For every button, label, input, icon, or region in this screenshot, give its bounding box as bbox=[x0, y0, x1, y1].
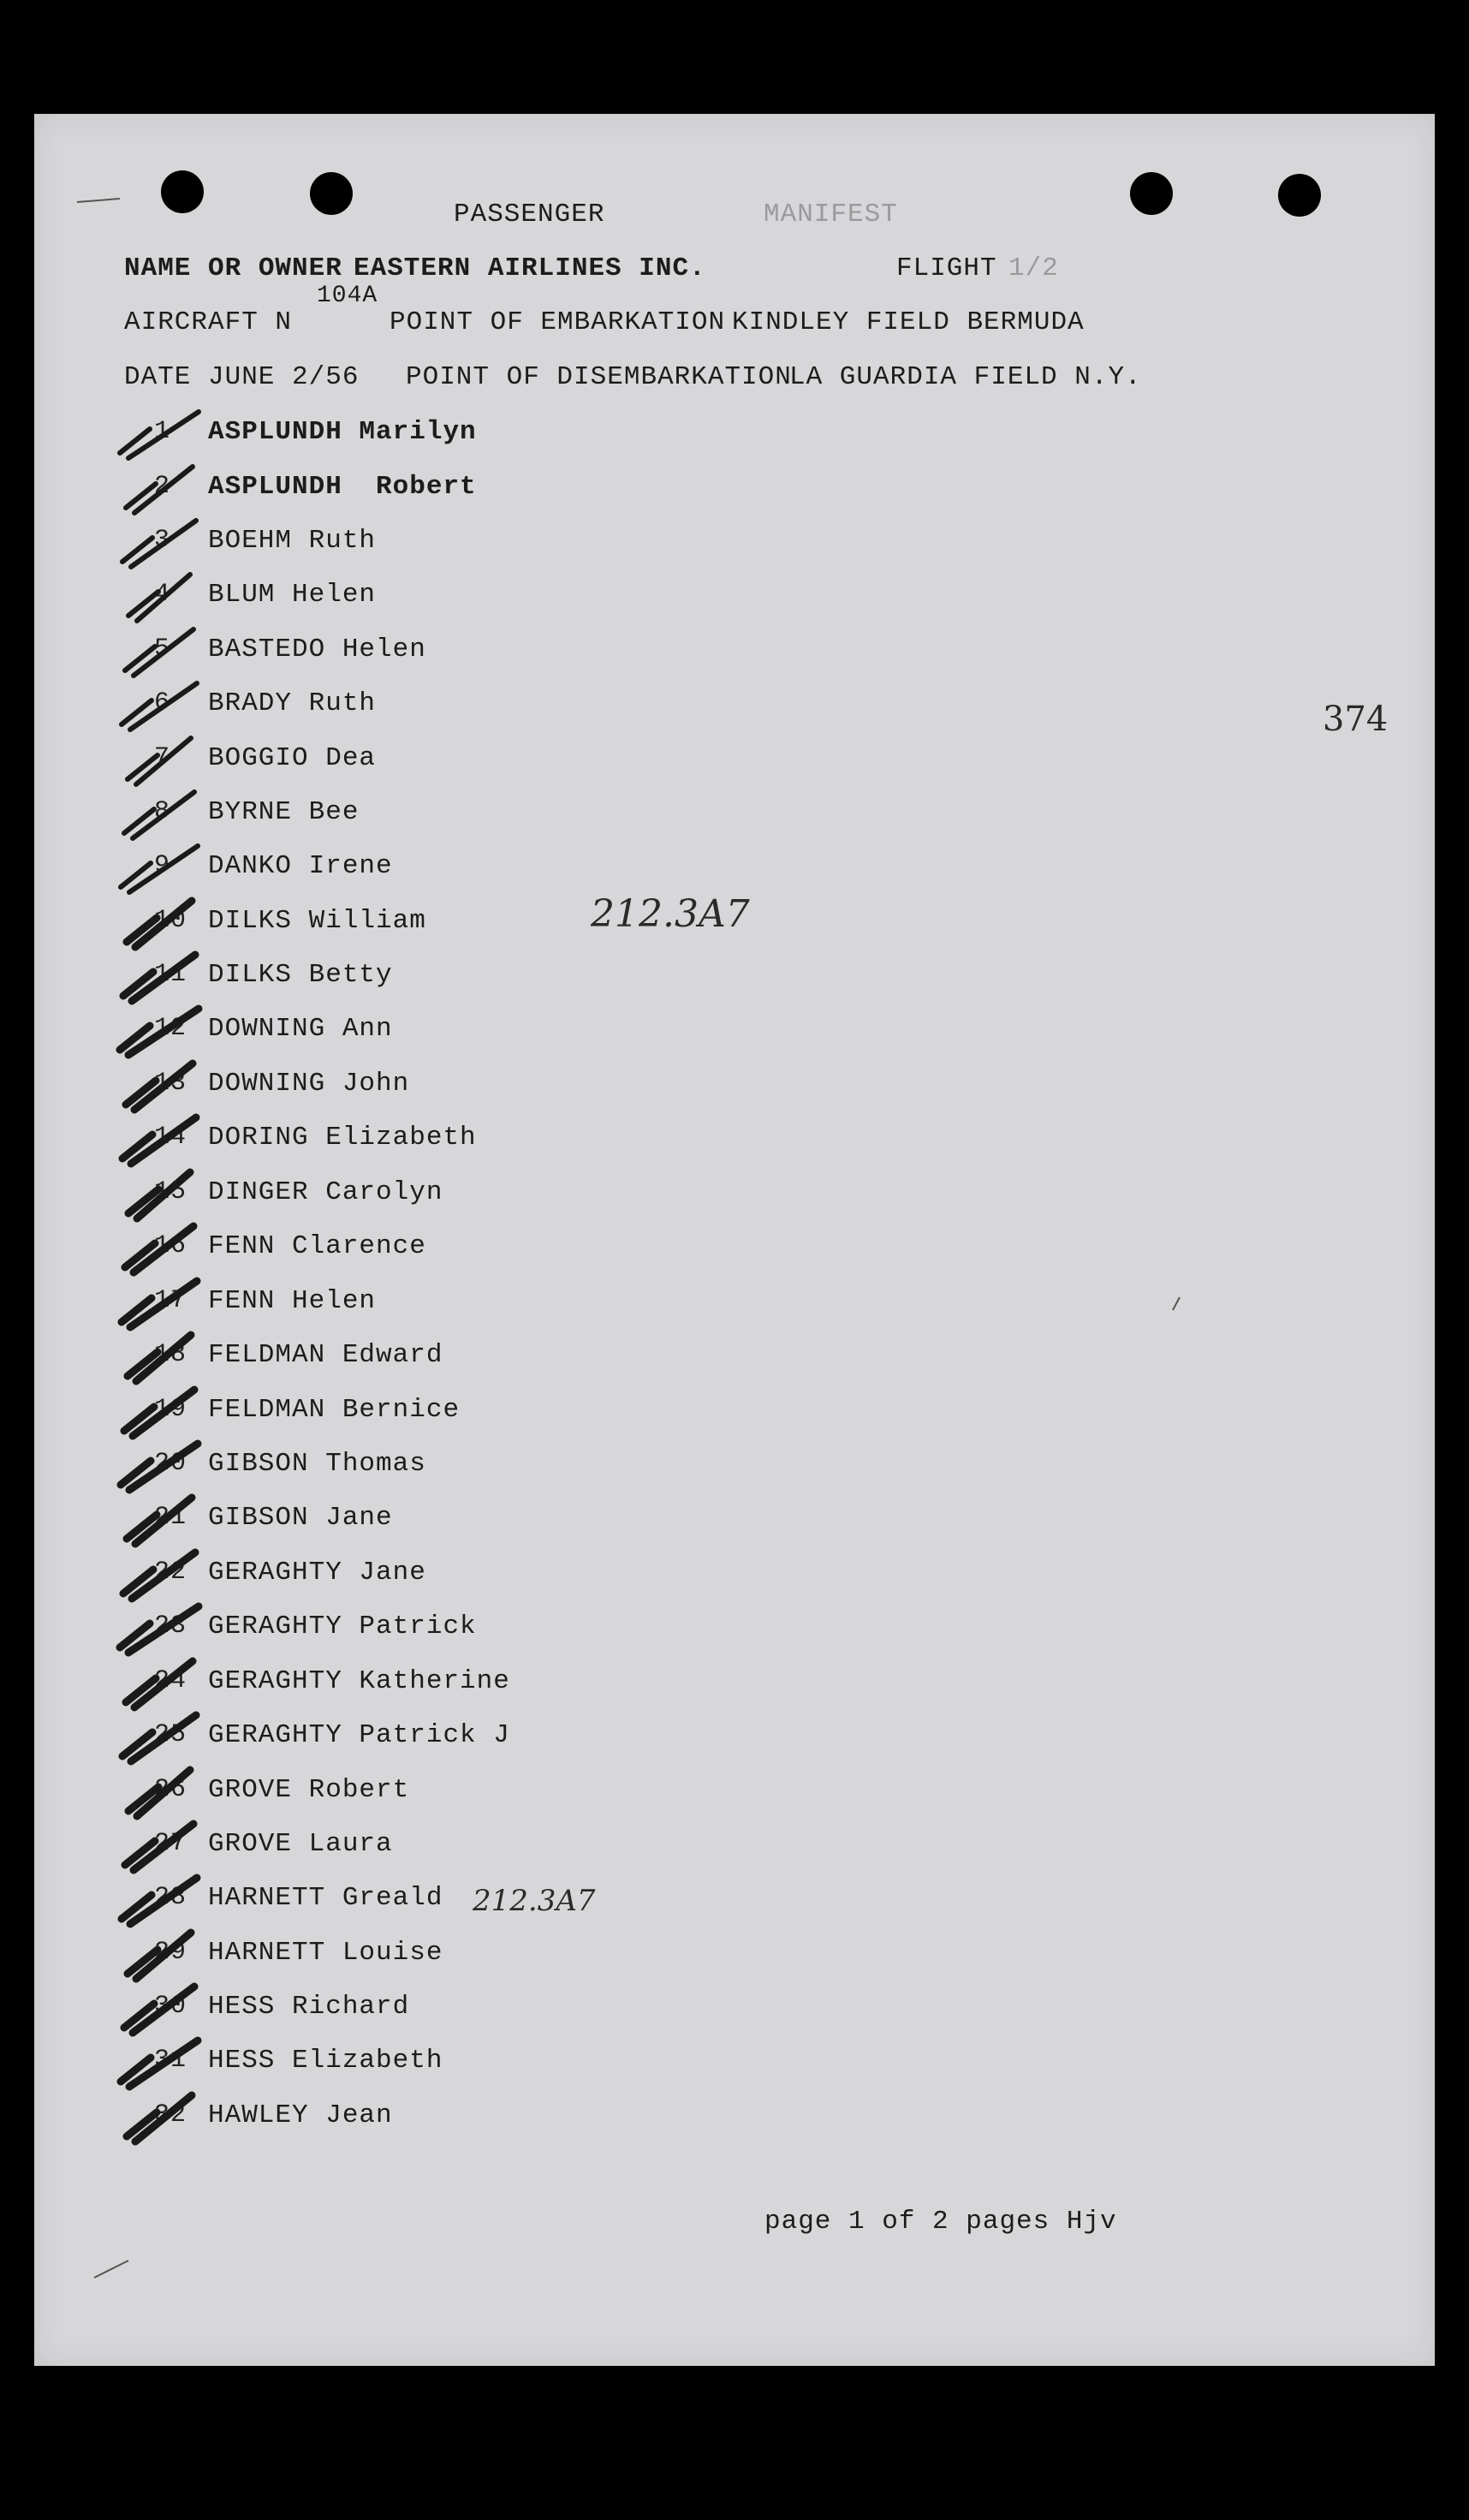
check-mark bbox=[128, 738, 191, 784]
row-number: 30 bbox=[154, 1992, 187, 2021]
passenger-name: DANKO Irene bbox=[208, 851, 393, 881]
passenger-name: HESS Richard bbox=[208, 1992, 410, 2022]
passenger-name: DOWNING John bbox=[208, 1069, 410, 1099]
passenger-name: FELDMAN Bernice bbox=[208, 1395, 461, 1425]
check-mark bbox=[126, 1661, 193, 1707]
disembarkation-value: LA GUARDIA FIELD N.Y. bbox=[789, 362, 1142, 392]
check-mark bbox=[127, 2095, 192, 2142]
check-mark bbox=[122, 1117, 196, 1164]
check-mark bbox=[121, 846, 198, 892]
passenger-name: GERAGHTY Katherine bbox=[208, 1666, 510, 1696]
row-number: 3 bbox=[154, 526, 171, 555]
check-mark bbox=[124, 1987, 194, 2033]
check-mark bbox=[125, 1226, 193, 1272]
owner-value: EASTERN AIRLINES INC. bbox=[354, 253, 706, 283]
check-mark bbox=[122, 683, 197, 730]
row-number: 32 bbox=[154, 2100, 187, 2130]
row-number: 2 bbox=[154, 472, 171, 501]
check-mark bbox=[128, 1933, 191, 1979]
check-mark bbox=[125, 1824, 193, 1870]
check-mark bbox=[127, 1498, 192, 1544]
passenger-name: ASPLUNDH Robert bbox=[208, 472, 477, 502]
passenger-name: DILKS William bbox=[208, 906, 426, 936]
passenger-name: GIBSON Jane bbox=[208, 1503, 393, 1533]
row-number: 20 bbox=[154, 1449, 187, 1478]
title-manifest: MANIFEST bbox=[764, 200, 898, 229]
check-mark bbox=[120, 412, 199, 458]
row-number: 12 bbox=[154, 1014, 187, 1043]
passenger-name: GERAGHTY Patrick bbox=[208, 1611, 477, 1641]
passenger-name: BRADY Ruth bbox=[208, 688, 377, 718]
check-mark bbox=[127, 901, 192, 947]
passenger-name: HARNETT Greald bbox=[208, 1883, 443, 1913]
row-number: 7 bbox=[154, 743, 171, 772]
date-label: DATE bbox=[124, 362, 192, 392]
row-number: 22 bbox=[154, 1558, 187, 1587]
check-mark bbox=[124, 792, 194, 838]
aircraft-value: 104A bbox=[317, 283, 378, 309]
row-number: 31 bbox=[154, 2046, 187, 2075]
check-mark bbox=[120, 1009, 199, 1055]
passenger-name: GERAGHTY Jane bbox=[208, 1558, 426, 1588]
passenger-name: FENN Clarence bbox=[208, 1231, 426, 1261]
check-mark bbox=[124, 1390, 194, 1436]
row-number: 6 bbox=[154, 688, 171, 718]
row-number: 18 bbox=[154, 1340, 187, 1369]
passenger-name: BOGGIO Dea bbox=[208, 743, 377, 773]
passenger-name: FENN Helen bbox=[208, 1286, 377, 1316]
disembarkation-label: POINT OF DISEMBARKATION bbox=[406, 362, 792, 392]
passenger-name: GROVE Robert bbox=[208, 1775, 410, 1805]
check-mark bbox=[122, 521, 196, 567]
page-footer: page 1 of 2 pages Hjv bbox=[764, 2207, 1117, 2237]
passenger-name: BOEHM Ruth bbox=[208, 526, 377, 556]
check-mark bbox=[122, 1878, 197, 1924]
check-mark bbox=[128, 1770, 190, 1816]
check-mark bbox=[122, 1281, 197, 1327]
row-number: 25 bbox=[154, 1720, 187, 1749]
row-number: 11 bbox=[154, 960, 187, 989]
row-number: 28 bbox=[154, 1883, 187, 1912]
check-mark bbox=[125, 629, 193, 676]
passenger-name: HESS Elizabeth bbox=[208, 2046, 443, 2076]
flight-value: 1/2 bbox=[1008, 253, 1059, 283]
passenger-name: HAWLEY Jean bbox=[208, 2100, 393, 2130]
embarkation-label: POINT OF EMBARKATION bbox=[390, 307, 726, 337]
row-number: 29 bbox=[154, 1938, 187, 1967]
passenger-name: BLUM Helen bbox=[208, 580, 377, 610]
check-mark bbox=[122, 1715, 196, 1761]
passenger-name: BYRNE Bee bbox=[208, 797, 360, 827]
embarkation-value: KINDLEY FIELD BERMUDA bbox=[732, 307, 1085, 337]
row-number: 1 bbox=[154, 417, 171, 446]
row-number: 17 bbox=[154, 1286, 187, 1315]
row-number: 13 bbox=[154, 1069, 187, 1098]
check-mark bbox=[126, 467, 193, 513]
passenger-name: GROVE Laura bbox=[208, 1829, 393, 1859]
check-mark bbox=[126, 1063, 193, 1110]
row-number: 19 bbox=[154, 1395, 187, 1424]
passenger-name: DINGER Carolyn bbox=[208, 1177, 443, 1207]
check-mark bbox=[121, 1444, 198, 1490]
row-number: 15 bbox=[154, 1177, 187, 1206]
row-number: 14 bbox=[154, 1123, 187, 1152]
owner-label: NAME OR OWNER bbox=[124, 253, 342, 283]
title-passenger: PASSENGER bbox=[454, 200, 605, 229]
passenger-name: GERAGHTY Patrick J bbox=[208, 1720, 510, 1750]
passenger-name: DILKS Betty bbox=[208, 960, 393, 990]
row-number: 27 bbox=[154, 1829, 187, 1858]
handwritten-margin-number: 374 bbox=[1323, 700, 1389, 739]
check-mark bbox=[121, 2040, 198, 2087]
check-mark bbox=[128, 575, 190, 621]
date-value: JUNE 2/56 bbox=[208, 362, 360, 392]
passenger-name: HARNETT Louise bbox=[208, 1938, 443, 1968]
handwritten-annotation: 212.3A7 bbox=[591, 892, 750, 936]
row-number: 23 bbox=[154, 1611, 187, 1641]
row-number: 4 bbox=[154, 580, 171, 609]
row-number: 26 bbox=[154, 1775, 187, 1804]
row-number: 9 bbox=[154, 851, 171, 880]
check-mark bbox=[123, 1552, 195, 1599]
check-mark bbox=[128, 1172, 190, 1218]
row-number: 5 bbox=[154, 634, 171, 664]
handwritten-annotation: 212.3A7 bbox=[473, 1884, 596, 1918]
row-number: 21 bbox=[154, 1503, 187, 1532]
row-number: 10 bbox=[154, 906, 187, 935]
passenger-name: GIBSON Thomas bbox=[208, 1449, 426, 1479]
row-number: 8 bbox=[154, 797, 171, 826]
aircraft-label: AIRCRAFT N bbox=[124, 307, 293, 337]
passenger-name: BASTEDO Helen bbox=[208, 634, 426, 664]
passenger-name: DORING Elizabeth bbox=[208, 1123, 477, 1153]
passenger-name: ASPLUNDH Marilyn bbox=[208, 417, 477, 447]
row-number: 24 bbox=[154, 1666, 187, 1695]
passenger-name: DOWNING Ann bbox=[208, 1014, 393, 1044]
row-number: 16 bbox=[154, 1231, 187, 1260]
check-mark bbox=[128, 1335, 191, 1381]
check-mark bbox=[120, 1606, 199, 1653]
flight-label: FLIGHT bbox=[896, 253, 997, 283]
check-mark bbox=[123, 955, 195, 1001]
passenger-name: FELDMAN Edward bbox=[208, 1340, 443, 1370]
